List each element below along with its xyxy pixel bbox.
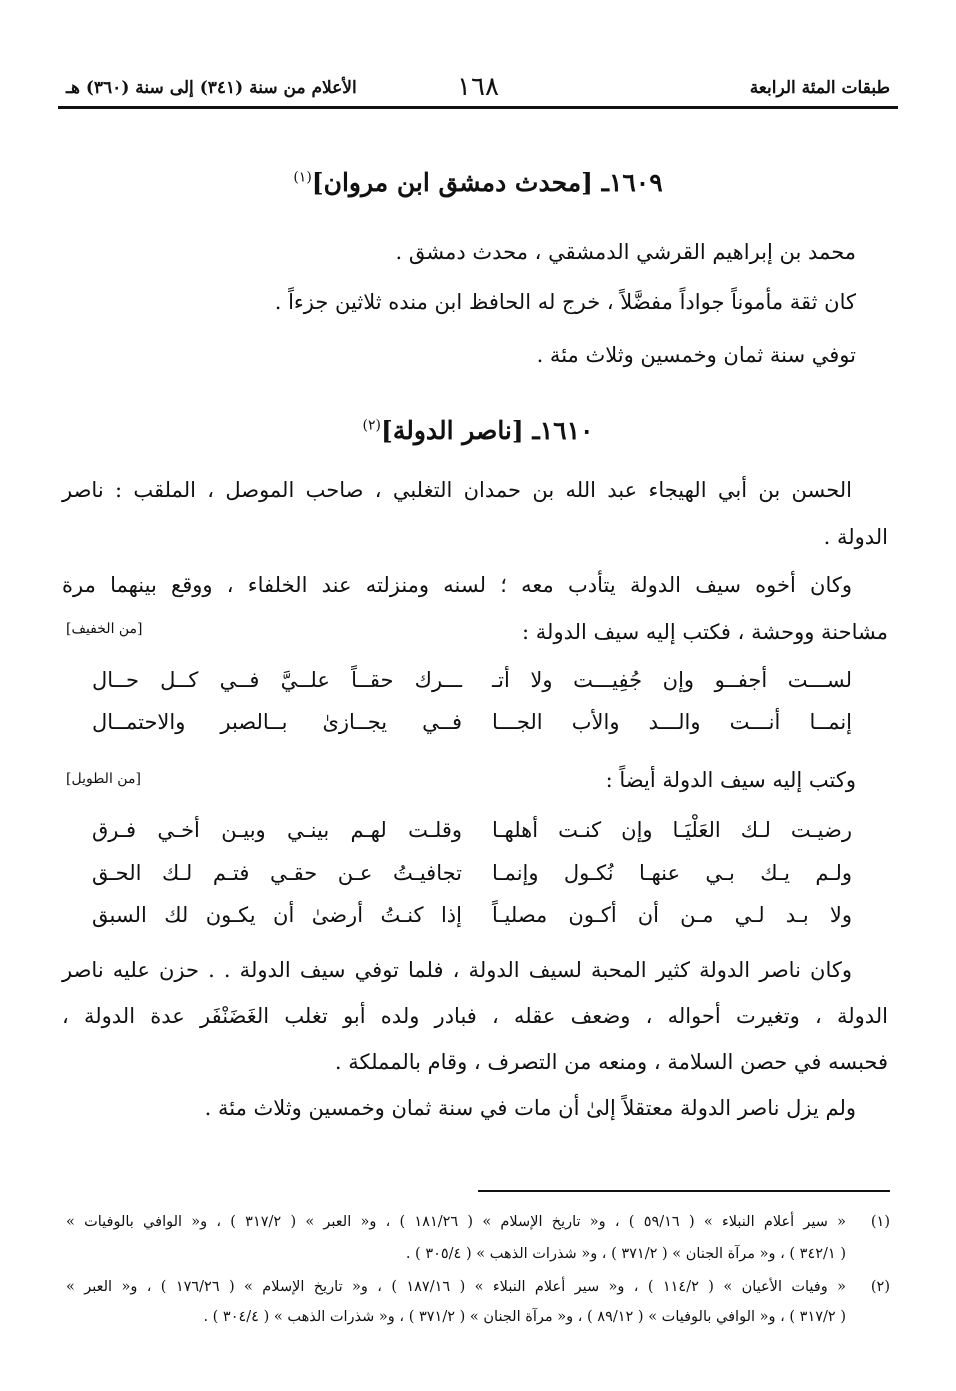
poem2-verse-1-first-half: رضيـت لـك العَلْيَـا وإن كنـت أهلهـا	[492, 818, 852, 842]
page-number: ١٦٨	[457, 72, 499, 102]
footnote-2-line-2	[66, 1309, 890, 1329]
footnote-2-line-1	[66, 1279, 890, 1299]
poem1-verse-2-second-half: فــي يجــازىٰ بــالصبر والاحتمــال	[92, 710, 462, 734]
entry2-para2-line-2: مشاحنة ووحشة ، فكتب إليه سيف الدولة :	[522, 620, 888, 644]
entry2-para2-line-1: وكان أخوه سيف الدولة يتأدب معه ؛ لسنه ومنزلته عند الخلفاء ، ووقع بينهما مرة	[62, 573, 852, 597]
footnote-text: « وفيات الأعيان » ( ١١٤/٢ ) ، و« سير أعلام النبلاء » ( ١٨٧/١٦ ) ، و« تاريخ الإسلام » ( ١٧٦/٢٦ ) ، و« العبر »	[66, 1279, 846, 1295]
poem2-verse-3-first-half: ولا بـد لـي مـن أن أكـون مصليـاً	[492, 903, 852, 927]
poem2-verse-2-first-half: ولـم يـك بـي عنهـا نُكـول وإنمـا	[492, 861, 852, 885]
entry-title-text: ١٦٠٩ـ [محدث دمشق ابن مروان]	[311, 168, 663, 197]
running-header-range: الأعلام من سنة (٣٤١) إلى سنة (٣٦٠) هـ	[66, 78, 357, 98]
header-rule	[58, 106, 898, 109]
meter-label-tawil: [من الطويل]	[66, 771, 141, 787]
entry1-line-2: كان ثقة مأموناً جواداً مفضَّلاً ، خرج له الحافظ ابن منده ثلاثين جزءاً .	[274, 290, 856, 314]
entry-title-text: ١٦١٠ـ [ناصر الدولة]	[380, 416, 594, 445]
running-header-section: طبقات المئة الرابعة	[749, 78, 890, 98]
footnote-ref: (١)	[293, 169, 312, 186]
footnote-text: ( ٣١٧/٢ ) ، و« الوافي بالوفيات » ( ٨٩/١٢ ) ، و« مرآة الجنان » ( ٣٧١/٢ ) ، و« شذرات الذهب » ( ٣٠٤/٤ ) .	[203, 1309, 846, 1325]
entry1-line-1: محمد بن إبراهيم القرشي الدمشقي ، محدث دمشق .	[395, 240, 856, 264]
poem2-verse-3-second-half: إذا كنـتُ أرضىٰ أن يكـون لك السبق	[92, 903, 462, 927]
footnote-rule	[478, 1190, 890, 1192]
entry2-para4-line-2: الدولة ، وتغيرت أحواله ، وضعف عقله ، فبادر ولده أبو تغلب الغَضَنْفَر عدة الدولة ،	[62, 1004, 888, 1028]
entry-title-1610	[0, 416, 956, 445]
entry2-para3: وكتب إليه سيف الدولة أيضاً :	[605, 768, 856, 792]
entry2-para4-line-1: وكان ناصر الدولة كثير المحبة لسيف الدولة ، فلما توفي سيف الدولة . . حزن عليه ناصر	[62, 958, 852, 982]
poem2-verse-2-second-half: تجافيـتُ عـن حقـي فتـم لـك الحـق	[92, 861, 462, 885]
footnote-text: ( ٣٤٢/١ ) ، و« مرآة الجنان » ( ٣٧١/٢ ) ، و« شذرات الذهب » ( ٣٠٥/٤ ) .	[405, 1246, 846, 1262]
meter-label-khafif: [من الخفيف]	[66, 621, 143, 637]
entry2-para1-line-2: الدولة .	[823, 525, 888, 549]
footnote-text: « سير أعلام النبلاء » ( ٥٩/١٦ ) ، و« تاريخ الإسلام » ( ١٨١/٢٦ ) ، و« العبر » ( ٣١٧/٢ ) ، و« الوافي بالوفيات »	[66, 1214, 846, 1230]
poem2-verse-1-second-half: وقلـت لهـم بينـي وبيـن أخـي فـرق	[92, 818, 462, 842]
poem1-verse-1-first-half: لســـت أجفــو وإن جُفِيـــت ولا أتـ	[492, 668, 852, 692]
poem1-verse-2-first-half: إنمــا أنـــت والـــد والأب الجـــا	[492, 710, 852, 734]
entry2-para4-line-3: فحبسه في حصن السلامة ، ومنعه من التصرف ، وقام بالمملكة .	[334, 1050, 888, 1074]
entry2-para5: ولم يزل ناصر الدولة معتقلاً إلىٰ أن مات في سنة ثمان وخمسين وثلاث مئة .	[204, 1096, 856, 1120]
entry-title-1609	[0, 168, 956, 197]
footnote-number: (٢)	[870, 1279, 890, 1295]
entry1-line-3: توفي سنة ثمان وخمسين وثلاث مئة .	[536, 343, 856, 367]
footnote-ref: (٢)	[362, 417, 381, 434]
footnote-number: (١)	[870, 1214, 890, 1230]
entry2-para1-line-1: الحسن بن أبي الهيجاء عبد الله بن حمدان التغلبي ، صاحب الموصل ، الملقب : ناصر	[62, 478, 852, 502]
footnote-1-line-1	[66, 1214, 890, 1234]
poem1-verse-1-second-half: ـــرك حقــاً علــيَّ فــي كــل حــال	[92, 668, 462, 692]
footnote-1-line-2	[66, 1246, 890, 1266]
